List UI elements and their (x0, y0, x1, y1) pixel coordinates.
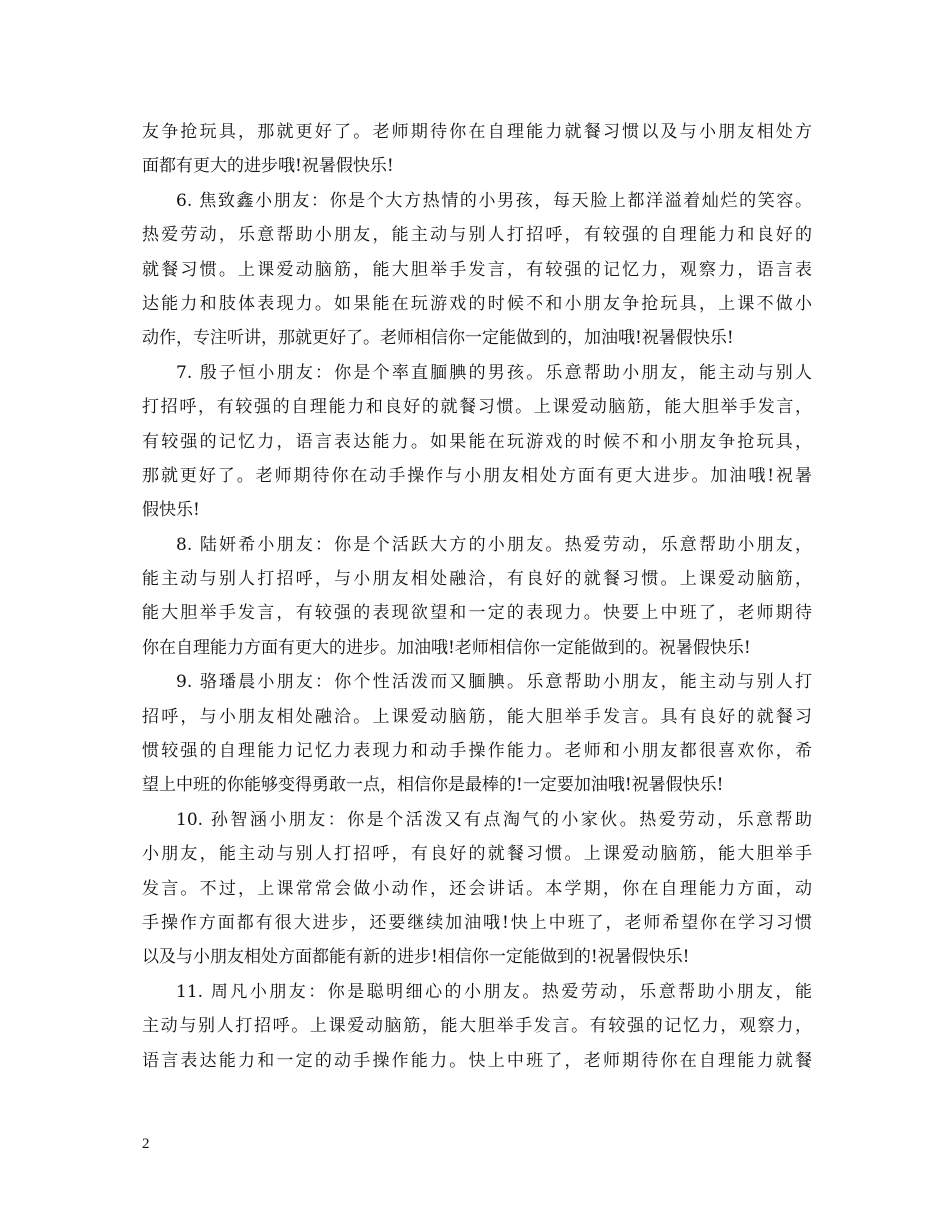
text-line: 手操作方面都有很大进步，还要继续加油哦!快上中班了，老师希望你在学习习惯 (142, 912, 812, 933)
text-line: 友争抢玩具，那就更好了。老师期待你在自理能力就餐习惯以及与小朋友相处方 (142, 122, 812, 142)
text-line: 小朋友，能主动与别人打招呼，有良好的就餐习惯。上课爱动脑筋，能大胆举手 (142, 844, 812, 865)
text-line: 假快乐! (142, 500, 200, 521)
page-number: 2 (142, 1136, 150, 1152)
body-text (142, 115, 812, 1078)
text-line: 望上中班的你能够变得勇敢一点，相信你是最棒的!一定要加油哦!祝暑假快乐! (142, 775, 724, 796)
text-line: 11. 周凡小朋友：你是聪明细心的小朋友。热爱劳动，乐意帮助小朋友，能 (176, 981, 812, 1002)
text-line: 就餐习惯。上课爱动脑筋，能大胆举手发言，有较强的记忆力，观察力，语言表 (142, 259, 812, 280)
text-line: 那就更好了。老师期待你在动手操作与小朋友相处方面有更大进步。加油哦!祝暑 (142, 465, 812, 486)
text-line: 能大胆举手发言，有较强的表现欲望和一定的表现力。快要上中班了，老师期待 (142, 603, 812, 624)
text-line: 能主动与别人打招呼，与小朋友相处融洽，有良好的就餐习惯。上课爱动脑筋， (142, 569, 812, 590)
text-line: 语言表达能力和一定的动手操作能力。快上中班了，老师期待你在自理能力就餐 (142, 1050, 812, 1071)
text-line: 你在自理能力方面有更大的进步。加油哦!老师相信你一定能做到的。祝暑假快乐! (142, 637, 751, 658)
text-line: 热爱劳动，乐意帮助小朋友，能主动与别人打招呼，有较强的自理能力和良好的 (142, 225, 812, 246)
text-line: 惯较强的自理能力记忆力表现力和动手操作能力。老师和小朋友都很喜欢你，希 (142, 741, 812, 762)
text-line: 面都有更大的进步哦!祝暑假快乐! (142, 156, 394, 177)
text-line: 主动与别人打招呼。上课爱动脑筋，能大胆举手发言。有较强的记忆力，观察力， (142, 1016, 812, 1037)
text-line: 9. 骆璠晨小朋友：你个性活泼而又腼腆。乐意帮助小朋友，能主动与别人打 (176, 672, 812, 693)
text-line: 6. 焦致鑫小朋友：你是个大方热情的小男孩，每天脸上都洋溢着灿烂的笑容。 (176, 190, 812, 211)
text-line: 有较强的记忆力，语言表达能力。如果能在玩游戏的时候不和小朋友争抢玩具， (142, 431, 812, 452)
text-line: 动作，专注听讲，那就更好了。老师相信你一定能做到的，加油哦!祝暑假快乐! (142, 328, 734, 349)
text-line: 7. 殷子恒小朋友：你是个率直腼腆的男孩。乐意帮助小朋友，能主动与别人 (176, 362, 812, 383)
text-line: 以及与小朋友相处方面都能有新的进步!相信你一定能做到的!祝暑假快乐! (142, 947, 690, 968)
text-line: 8. 陆妍希小朋友：你是个活跃大方的小朋友。热爱劳动，乐意帮助小朋友， (176, 534, 812, 555)
text-line: 10. 孙智涵小朋友：你是个活泼又有点淘气的小家伙。热爱劳动，乐意帮助 (176, 809, 812, 830)
text-line: 招呼，与小朋友相处融洽。上课爱动脑筋，能大胆举手发言。具有良好的就餐习 (142, 706, 812, 727)
text-line: 发言。不过，上课常常会做小动作，还会讲话。本学期，你在自理能力方面，动 (142, 878, 812, 899)
text-line: 达能力和肢体表现力。如果能在玩游戏的时候不和小朋友争抢玩具，上课不做小 (142, 293, 812, 314)
text-line: 打招呼，有较强的自理能力和良好的就餐习惯。上课爱动脑筋，能大胆举手发言， (142, 397, 812, 418)
